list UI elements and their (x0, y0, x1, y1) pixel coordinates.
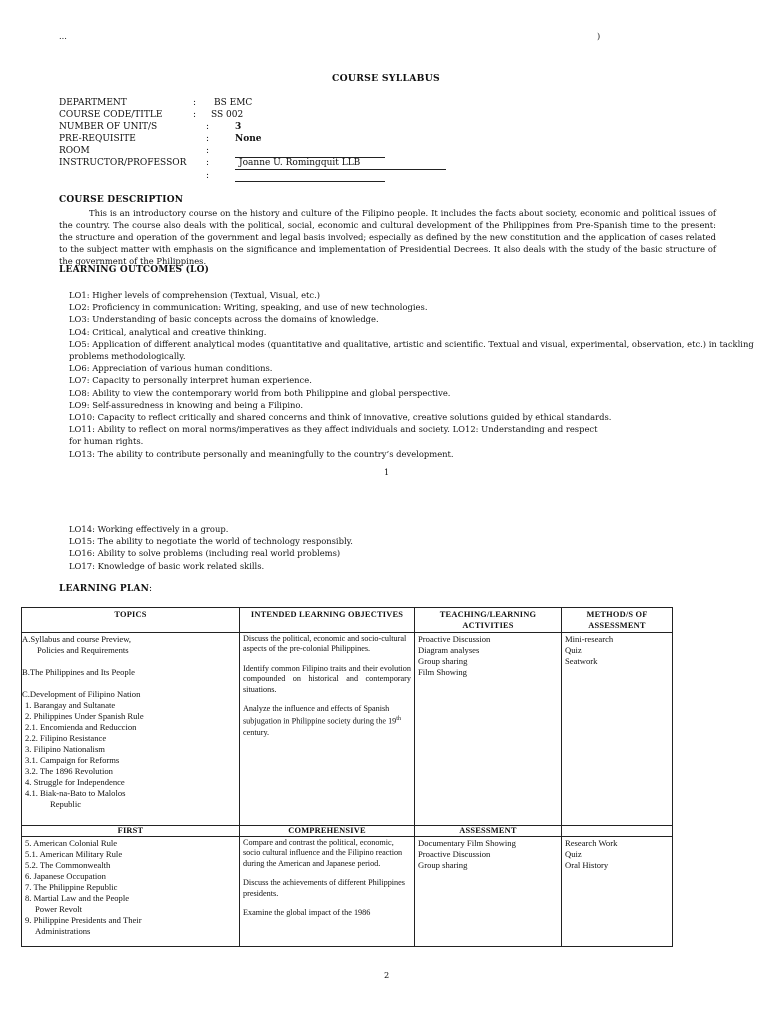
topics-cell (22, 633, 240, 826)
info-value: 3 (235, 122, 242, 132)
info-value: Joanne U. Romingquit LLB (239, 158, 361, 168)
lo-item: LO5: Application of different analytical modes (quantitative and qualitative, artistic and scientific. Textual and visual, experimental, observation, etc.) in tackling (69, 338, 754, 349)
topic-item: 5. American Colonial Rule (25, 838, 118, 848)
course-description-heading: COURSE DESCRIPTION (59, 195, 184, 205)
topic-item: 6. Japanese Occupation (25, 871, 106, 881)
lo-item: LO17: Knowledge of basic work related skills. (69, 560, 265, 571)
column-header: TOPICS (22, 608, 240, 633)
topic-item: Power Revolt (35, 904, 83, 914)
info-colon: : (206, 158, 210, 168)
lo-item: LO3: Understanding of basic concepts across the domains of knowledge. (69, 314, 379, 325)
learning-plan-heading-suffix: : (149, 584, 153, 594)
learning-outcomes-list (69, 289, 754, 460)
activity-item: Group sharing (418, 656, 468, 666)
instructor-underline (235, 169, 446, 170)
column-header: METHOD/S OF ASSESSMENT (562, 608, 673, 633)
topic-item: Administrations (35, 926, 91, 936)
topic-item: C.Development of Filipino Nation (22, 689, 141, 699)
assessment-item: Quiz (565, 849, 582, 859)
lo-item: problems methodologically. (69, 351, 186, 362)
topic-spacer (22, 678, 236, 689)
column-header: TEACHING/LEARNING ACTIVITIES (415, 608, 562, 633)
learning-plan-table (21, 607, 673, 947)
course-description-text: This is an introductory course on the history and culture of the Filipino people. It includes the facts about society, economic and political issues of the country. The course also deals with the political, social, economic and cultural development of the Philippines from Pre-Spanish time to the present: the structure and operation of the government and legal basis involved; especially as defined by the new constitution and the application of cases related to the subject matter with emphasis on the significance and implementation of Presidential Decrees. It also deals with the study of the basic structure of the government of the Philippines. (59, 208, 716, 266)
subheader-cell: FIRST (22, 826, 240, 837)
lo-item: LO13: The ability to contribute personally and meaningfully to the country’s development. (69, 448, 454, 459)
info-label: PRE-REQUISITE (59, 134, 136, 144)
topic-spacer (22, 656, 236, 667)
objectives-cell (240, 837, 415, 947)
subheader-cell: ASSESSMENT (415, 826, 562, 837)
page-number: 2 (384, 970, 390, 980)
assessment-item: Research Work (565, 838, 618, 848)
blank-underline (235, 181, 385, 182)
topic-item: 3.1. Campaign for Reforms (25, 755, 120, 765)
lo-item: for human rights. (69, 436, 144, 447)
activity-item: Proactive Discussion (418, 634, 491, 644)
table-header-row (22, 608, 673, 633)
table-row (22, 633, 673, 826)
lo-item: LO10: Capacity to reflect critically and shared concerns and think of innovative, creative solutions guided by ethical standards. (69, 412, 612, 423)
info-label: DEPARTMENT (59, 98, 127, 108)
info-label: ROOM (59, 146, 90, 156)
activity-item: Documentary Film Showing (418, 838, 516, 848)
header-mark-right: ) (597, 31, 601, 41)
info-colon: : (206, 134, 210, 144)
topic-item: 8. Martial Law and the People (25, 893, 130, 903)
assessment-cell (562, 633, 673, 826)
info-value: BS EMC (214, 98, 253, 108)
assessment-item: Oral History (565, 860, 609, 870)
info-value: None (235, 134, 262, 144)
objective-item: Discuss the achievements of different Philippines presidents. (243, 878, 405, 898)
info-label: NUMBER OF UNIT/S (59, 122, 158, 132)
topic-item: Republic (50, 799, 82, 809)
activity-item: Group sharing (418, 860, 468, 870)
column-header: INTENDED LEARNING OBJECTIVES (240, 608, 415, 633)
info-colon: : (193, 98, 197, 108)
activities-cell (415, 837, 562, 947)
assessment-item: Seatwork (565, 656, 598, 666)
assessment-cell (562, 837, 673, 947)
learning-plan-heading-wrap (59, 584, 152, 594)
info-label: COURSE CODE/TITLE (59, 110, 163, 120)
objective-item: Identify common Filipino traits and their evolution compounded on historical and contemporary situations. (243, 663, 411, 694)
lo-item: LO9: Self-assuredness in knowing and being a Filipino. (69, 399, 303, 410)
subheader-cell (562, 826, 673, 837)
table-subheader-row (22, 826, 673, 837)
info-colon: : (206, 171, 210, 181)
topic-item: 2.1. Encomienda and Reduccion (25, 722, 137, 732)
objective-item: Discuss the political, economic and socio-cultural aspects of the pre-colonial Philippines. (243, 634, 407, 654)
lo-item: LO14: Working effectively in a group. (69, 524, 229, 534)
lo-item: LO1: Higher levels of comprehension (Textual, Visual, etc.) (69, 290, 321, 300)
objective-item: Compare and contrast the political, economic, socio cultural influence and the Filipino reaction during the American and Japanese period. (243, 838, 403, 868)
activities-cell (415, 633, 562, 826)
assessment-item: Quiz (565, 645, 582, 655)
header-mark-left: ... (59, 31, 67, 41)
info-colon: : (206, 122, 210, 132)
objective-item: Examine the global impact of the 1986 (243, 908, 371, 918)
topics-cell (22, 837, 240, 947)
topic-item: B.The Philippines and Its People (22, 667, 135, 677)
topic-item: Policies and Requirements (37, 645, 129, 655)
topic-item: 2. Philippines Under Spanish Rule (25, 711, 144, 721)
topic-item: 9. Philippine Presidents and Their (25, 915, 142, 925)
learning-outcomes-heading: LEARNING OUTCOMES (LO) (59, 265, 210, 275)
topic-item: 4.1. Biak-na-Bato to Malolos (25, 788, 126, 798)
topic-item: A.Syllabus and course Preview, (22, 634, 131, 644)
page-title: COURSE SYLLABUS (332, 73, 440, 84)
page-number: 1 (384, 467, 390, 477)
lo-item: LO6: Appreciation of various human conditions. (69, 363, 273, 374)
topic-item: 2.2. Filipino Resistance (25, 733, 107, 743)
assessment-item: Mini-research (565, 634, 614, 644)
activity-item: Diagram analyses (418, 645, 480, 655)
topic-item: 1. Barangay and Sultanate (25, 700, 116, 710)
topic-item: 7. The Philippine Republic (25, 882, 118, 892)
info-label: INSTRUCTOR/PROFESSOR (59, 158, 187, 168)
table-row (22, 837, 673, 947)
info-value: SS 002 (211, 110, 244, 120)
activity-item: Proactive Discussion (418, 849, 491, 859)
lo-item: LO2: Proficiency in communication: Writing, speaking, and use of new technologies. (69, 302, 428, 313)
lo-item: LO16: Ability to solve problems (including real world problems) (69, 548, 341, 559)
activity-item: Film Showing (418, 667, 467, 677)
info-colon: : (193, 110, 197, 120)
topic-item: 3.2. The 1896 Revolution (25, 766, 113, 776)
lo-item: LO15: The ability to negotiate the world of technology responsibly. (69, 536, 353, 547)
topic-item: 5.1. American Military Rule (25, 849, 123, 859)
learning-outcomes-list-continued (69, 523, 353, 572)
subheader-cell: COMPREHENSIVE (240, 826, 415, 837)
objectives-cell (240, 633, 415, 826)
lo-item: LO4: Critical, analytical and creative thinking. (69, 326, 267, 337)
info-colon: : (206, 146, 210, 156)
lo-item: LO7: Capacity to personally interpret human experience. (69, 375, 312, 386)
learning-plan-heading: LEARNING PLAN (59, 584, 150, 594)
objective-item: Analyze the influence and effects of Spanish subjugation in Philippine society during the 19th century. (243, 704, 401, 737)
topic-item: 3. Filipino Nationalism (25, 744, 105, 754)
lo-item: LO8: Ability to view the contemporary world from both Philippine and global perspective. (69, 387, 451, 398)
lo-item: LO11: Ability to reflect on moral norms/imperatives as they affect individuals and society. LO12: Understanding and respect (69, 424, 598, 435)
topic-item: 4. Struggle for Independence (25, 777, 125, 787)
topic-item: 5.2. The Commonwealth (25, 860, 111, 870)
